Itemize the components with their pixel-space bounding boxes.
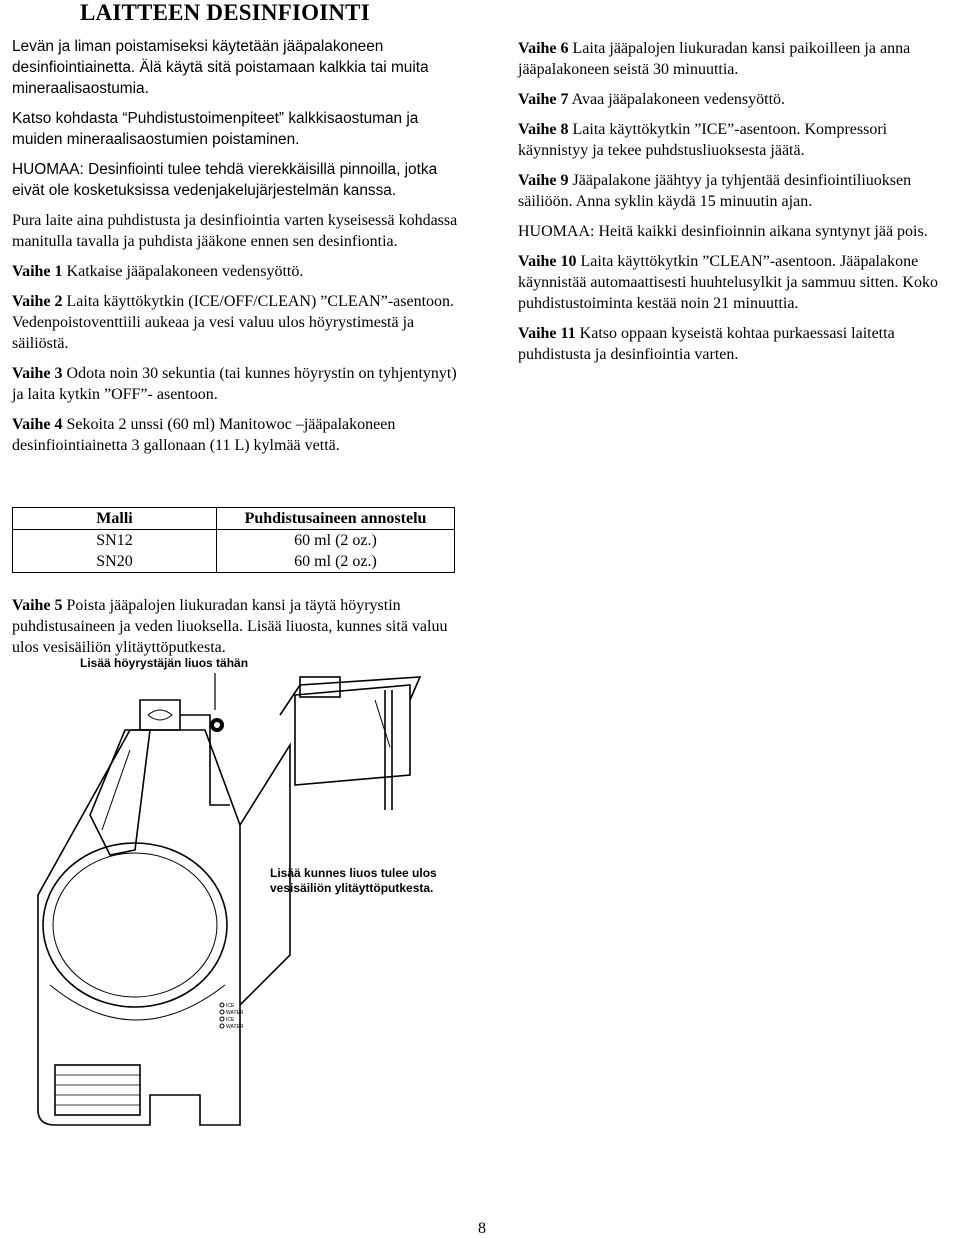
intro-paragraph: Levän ja liman poistamiseksi käytetään jääpalakoneen desinfiointiainetta. Älä käytä sitä poistamaan kalkkia tai muita mineraalisaostumia.: [12, 38, 429, 97]
table-cell-model: SN12: [13, 530, 217, 552]
step-9: [518, 170, 958, 212]
step-2: [12, 291, 467, 354]
table-header-dosage: Puhdistusaineen annostelu: [217, 508, 455, 530]
step-text: Sekoita 2 unssi (60 ml) Manitowoc –jääpalakoneen desinfiointiainetta 3 gallonaan (11 L) kylmää vettä.: [12, 416, 396, 454]
step-text: Laita käyttökytkin ”ICE”-asentoon. Kompressori käynnistyy ja tekee puhdstusliuoksesta jäätä.: [518, 121, 888, 159]
step-text: Odota noin 30 sekuntia (tai kunnes höyrystin on tyhjentynyt) ja laita kytkin ”OFF”- asentoon.: [12, 365, 457, 403]
step-3: [12, 363, 467, 405]
table-header-model: Malli: [13, 508, 217, 530]
switch-indicator-icon: [220, 1003, 224, 1007]
step-label: Vaihe 6: [518, 40, 569, 57]
right-column: [518, 38, 958, 374]
step-label: Vaihe 1: [12, 263, 63, 280]
note-paragraph: HUOMAA: Desinfiointi tulee tehdä vierekkäisillä pinnoilla, jotka eivät ole kosketuksissa vedenjakelujärjestelmän kanssa.: [12, 161, 438, 199]
step-text: Laita käyttökytkin (ICE/OFF/CLEAN) ”CLEAN”-asentoon. Vedenpoistoventtiili aukeaa ja vesi valuu ulos höyrystimestä ja säiliöstä.: [12, 293, 455, 352]
switch-indicator-icon: [220, 1024, 224, 1028]
dosage-table: [12, 507, 455, 573]
water-tank: [280, 677, 420, 810]
step-label: Vaihe 4: [12, 416, 63, 433]
tank-lid: [280, 677, 420, 715]
step-label: Vaihe 7: [518, 91, 569, 108]
page-number: 8: [478, 1220, 486, 1237]
table-row: [13, 530, 455, 552]
switch-label: WATER: [226, 1010, 244, 1016]
note-discard-ice: [518, 221, 958, 242]
chute-detail: [102, 750, 130, 830]
step-label: Vaihe 5: [12, 597, 63, 614]
step-10: [518, 251, 958, 314]
table-cell-model: SN20: [13, 551, 217, 573]
step-label: Vaihe 2: [12, 293, 63, 310]
step-text: Laita käyttökytkin ”CLEAN”-asentoon. Jääpalakone käynnistää automaattisesti huuhtelusylkit ja sammuu sitten. Koko puhdistustoiminta kestää noin 21 minuuttia.: [518, 253, 938, 312]
step-text: Katso oppaan kyseistä kohtaa purkaessasi laitetta puhdistusta ja desinfiointia varten.: [518, 325, 895, 363]
front-grille: [55, 1065, 140, 1115]
step-1: [12, 261, 467, 282]
switch-label: ICE: [226, 1003, 235, 1009]
ice-machine-illustration: [30, 655, 470, 1155]
step-text: HUOMAA: Heitä kaikki desinfioinnin aikana syntynyt jää pois.: [518, 223, 928, 240]
step-text: Jääpalakone jäähtyy ja tyhjentää desinfiointiliuoksen säiliöön. Anna syklin käydä 15 minuutin ajan.: [518, 172, 912, 210]
caption-evaporator: Lisää höyrystäjän liuos tähän: [80, 656, 249, 670]
table-row: [13, 551, 455, 573]
step-text: Avaa jääpalakoneen vedensyöttö.: [568, 91, 786, 108]
step-label: Vaihe 11: [518, 325, 576, 342]
page-title: LAITTEEN DESINFIOINTI: [80, 0, 370, 25]
step-label: Vaihe 3: [12, 365, 63, 382]
bin-lid-rim: [53, 853, 217, 997]
fill-point-marker-center: [214, 722, 220, 728]
step-text: Poista jääpalojen liukuradan kansi ja täytä höyrystin puhdistusaineen ja veden liuoksella. Lisää liuosta, kunnes sitä valuu ulos vesisäiliön ylitäyttöputkesta.: [12, 597, 448, 656]
bin-curve: [50, 985, 225, 1020]
tank-leader-line: [375, 700, 390, 747]
step-label: Vaihe 8: [518, 121, 569, 138]
grille-lines: [55, 1075, 140, 1105]
switch-indicator-icon: [220, 1010, 224, 1014]
step-11: [518, 323, 958, 365]
disassembly-paragraph: Pura laite aina puhdistusta ja desinfiointia varten kyseisessä kohdassa manitulla tavalla ja puhdista jääkone ennen sen desinfiontia.: [12, 212, 458, 250]
switch-indicator-icon: [220, 1017, 224, 1021]
table-cell-dosage: 60 ml (2 oz.): [217, 530, 455, 552]
step-label: Vaihe 9: [518, 172, 569, 189]
switch-label: ICE: [226, 1017, 235, 1023]
step-text: Katkaise jääpalakoneen vedensyöttö.: [62, 263, 304, 280]
caption-overflow-line1: Lisää kunnes liuos tulee ulos: [270, 866, 437, 880]
step-4: [12, 414, 467, 456]
evaporator-box: [140, 700, 180, 730]
step-7: [518, 89, 958, 110]
step-text: Laita jääpalojen liukuradan kansi paikoilleen ja anna jääpalakoneen seistä 30 minuuttia.: [518, 40, 911, 78]
left-column: [12, 36, 467, 465]
evaporator-detail: [148, 710, 172, 720]
machine-drawing: [38, 700, 290, 1125]
reference-paragraph: Katso kohdasta “Puhdistustoimenpiteet” kalkkisaostuman ja muiden mineraalisaostumien poistaminen.: [12, 110, 419, 148]
bin-lid: [43, 843, 227, 1007]
step-label: Vaihe 10: [518, 253, 577, 270]
step-8: [518, 119, 958, 161]
step-6: [518, 38, 958, 80]
table-header-row: [13, 508, 455, 530]
table-cell-dosage: 60 ml (2 oz.): [217, 551, 455, 573]
switch-label: WATER: [226, 1024, 244, 1030]
step-5: [12, 595, 467, 658]
caption-overflow-line2: vesisäiliön ylitäyttöputkesta.: [270, 881, 434, 895]
